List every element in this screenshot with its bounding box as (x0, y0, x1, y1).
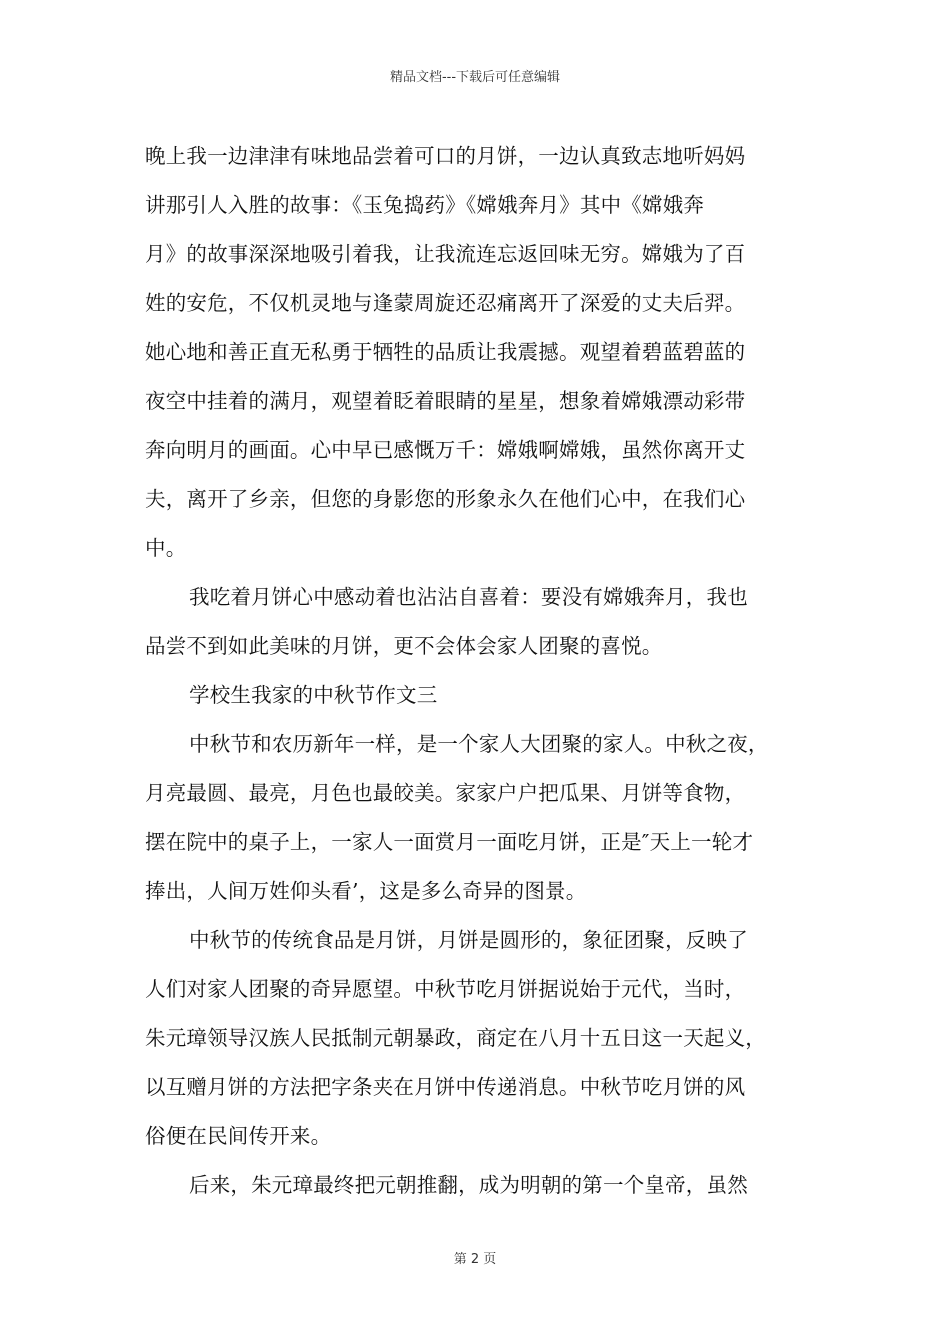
text-line: 讲那引人入胜的故事：《玉兔捣药》《嫦娥奔月》其中《嫦娥奔 (145, 193, 705, 217)
text-line: 月》的故事深深地吸引着我，让我流连忘返回味无穷。嫦娥为了百 (145, 242, 746, 266)
text-line: 夜空中挂着的满月，观望着眨着眼睛的星星，想象着嫦娥漂动彩带 (145, 389, 746, 413)
article-body (145, 132, 815, 1210)
text-line: 捧出，人间万姓仰头看’，这是多么奇异的图景。 (145, 879, 587, 903)
text-line: 月亮最圆、最亮，月色也最皎美。家家户户把瓜果、月饼等食物， (145, 781, 746, 805)
text-line: 朱元璋领导汉族人民抵制元朝暴政，商定在八月十五日这一天起义， (145, 1026, 766, 1050)
page-header: 精品文档---下载后可任意编辑 (389, 70, 561, 85)
text-line: 姓的安危，不仅机灵地与逢蒙周旋还忍痛离开了深爱的丈夫后羿。 (145, 291, 746, 315)
text-line: 品尝不到如此美味的月饼，更不会体会家人团聚的喜悦。 (145, 634, 663, 658)
page-number: 第 2 页 (453, 1252, 497, 1267)
text-line: 摆在院中的桌子上，一家人一面赏月一面吃月饼，正是″天上一轮才 (145, 830, 754, 854)
text-line: 中。 (145, 536, 187, 560)
text-line: 俗便在民间传开来。 (145, 1124, 332, 1148)
text-line: 我吃着月饼心中感动着也沾沾自喜着：要没有嫦娥奔月，我也 (189, 585, 748, 609)
text-line: 学校生我家的中秋节作文三 (189, 683, 438, 707)
text-line: 晚上我一边津津有味地品尝着可口的月饼，一边认真致志地听妈妈 (145, 144, 746, 168)
text-line: 奔向明月的画面。心中早已感慨万千：嫦娥啊嫦娥，虽然你离开丈 (145, 438, 746, 462)
text-line: 中秋节和农历新年一样，是一个家人大团聚的家人。中秋之夜， (189, 732, 769, 756)
text-line: 以互赠月饼的方法把字条夹在月饼中传递消息。中秋节吃月饼的风 (145, 1075, 746, 1099)
text-line: 夫，离开了乡亲，但您的身影您的形象永久在他们心中，在我们心 (145, 487, 746, 511)
text-line: 中秋节的传统食品是月饼，月饼是圆形的，象征团聚，反映了 (189, 928, 748, 952)
text-line: 后来，朱元璋最终把元朝推翻，成为明朝的第一个皇帝，虽然 (189, 1173, 748, 1197)
text-line: 人们对家人团聚的奇异愿望。中秋节吃月饼据说始于元代，当时， (145, 977, 746, 1001)
text-line: 她心地和善正直无私勇于牺牲的品质让我震撼。观望着碧蓝碧蓝的 (145, 340, 746, 364)
